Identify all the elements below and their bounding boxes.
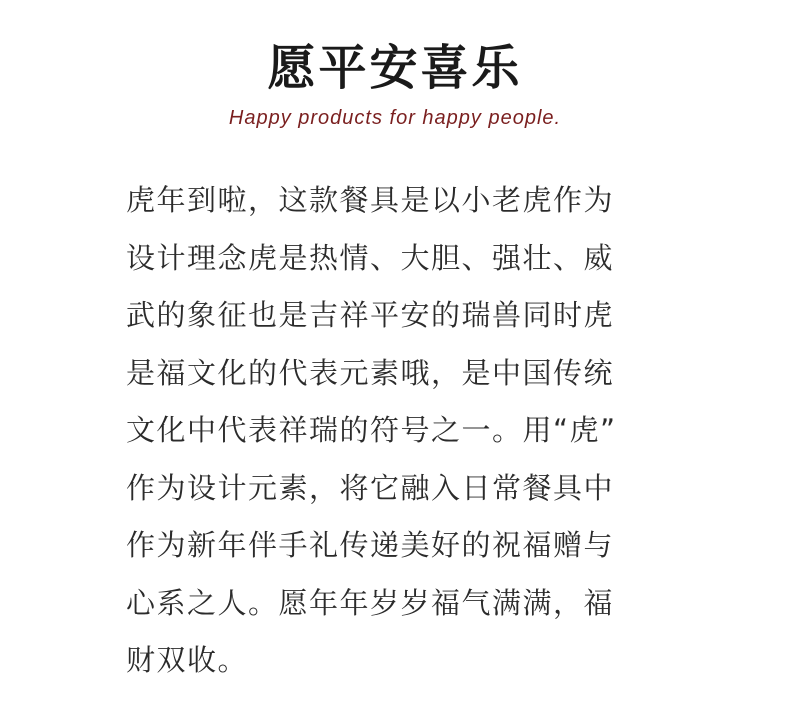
- paragraph-line: 文化中代表祥瑞的符号之一。用“虎”: [126, 413, 617, 447]
- paragraph-line: 财双收。: [126, 643, 249, 677]
- page-title: 愿平安喜乐: [267, 40, 523, 96]
- paragraph-line: 作为新年伴手礼传递美好的祝福赠与: [126, 528, 615, 562]
- paragraph-line: 心系之人。愿年年岁岁福气满满，福: [126, 585, 615, 620]
- paragraph-line: 设计理念虎是热情、大胆、强壮、威: [126, 240, 615, 275]
- paragraph-line: 是福文化的代表元素哦，是中国传统: [126, 355, 615, 390]
- description-paragraph: [126, 172, 686, 690]
- paragraph-line: 虎年到啦，这款餐具是以小老虎作为: [126, 183, 615, 217]
- paragraph-line: 武的象征也是吉祥平安的瑞兽同时虎: [126, 298, 615, 332]
- paragraph-line: 作为设计元素，将它融入日常餐具中: [126, 470, 615, 505]
- page-subtitle: Happy products for happy people.: [228, 107, 562, 129]
